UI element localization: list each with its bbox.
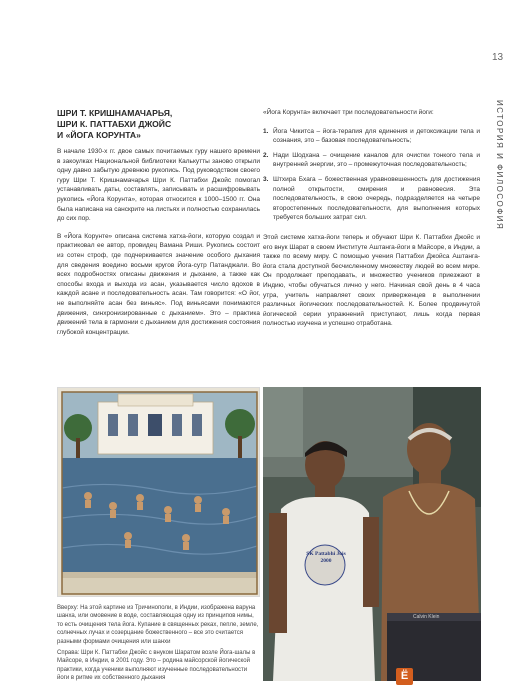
list-item <box>263 175 480 223</box>
waistband-brand-text: Calvin Klein <box>413 614 440 620</box>
shirt-print-text <box>303 551 349 565</box>
list-item <box>263 151 480 170</box>
publisher-logo-icon: Ё <box>396 668 413 685</box>
caption-bottom: Справа: Шри К. Паттабхи Джойс с внуком Шаратом возле Йога-шалы в Майсоре, в Индии, в 2001 году. Это – родина майсорской йогической практики, когда ученики выполняют изученные последовательности йоги в ритме их собственного дыхания <box>57 650 256 682</box>
paragraph: В «Йога Корунте» описана система хатха-йоги, которую создал и практиковал ее автор, провидец Вамана Риши. Рукопись состоит из сотен строф, где подчеркивается значение особого дыхания для сведения воедино восьми кругов Йога-сутр Патанджали. Во всех подробностях описаны движения и дыхание, а также как способы входа и выхода из асан, указывается число вдохов в каждой асане и последовательность асан. Там говорится: «О йог, не выполняйте асан без виньяс». Под виньясами понимаются движения, синхронизированные с дыханием». Это – практика движений тела в гармонии с дыханием для достижения состояния глубокой концентрации. <box>57 232 260 336</box>
image-captions <box>57 604 260 686</box>
paragraph: Этой системе хатха-йоги теперь и обучают Шри К. Паттабхи Джойс и его внук Шарат в своем Институте Аштанга-йоги в Майсоре, в Индии, а также по всему миру. С помощью учения Паттабхи Джойса Аштанга-йога стала доступной бесчисленному множеству людей во всем мире. Он продолжает преподавать, и множество учеников приезжают в Индию, чтобы обучаться лично у него. Начиная свой день в 4 часа утра, учитель направляет своих приверженцев в выполнении различных йогических последовательностей. К. Более продвинутой йогической серии упражнений приступают, лишь когда первая полностью изучена и успешно отработана. <box>263 233 480 328</box>
painting-illustration <box>58 388 260 597</box>
list-number: 3. <box>263 175 269 183</box>
list-item <box>263 127 480 146</box>
page-number: 13 <box>492 52 504 63</box>
list-intro: «Йога Корунта» включает три последовательности йоги: <box>263 109 434 116</box>
article-heading <box>57 108 260 141</box>
sequence-list <box>263 127 480 223</box>
miniature-painting-image <box>57 387 260 597</box>
photo-illustration <box>263 387 481 681</box>
heading-line: ШРИ К. ПАТТАБХИ ДЖОЙС <box>57 119 172 129</box>
section-side-tab: ИСТОРИЯ И ФИЛОСОФИЯ <box>495 100 504 231</box>
list-number: 1. <box>263 127 269 135</box>
list-text: Нади Шодхана – очищение каналов для очистки тонкого тела и внутренней энергии, это – промежуточная последовательность; <box>273 151 480 169</box>
list-number: 2. <box>263 151 269 159</box>
left-column <box>57 108 260 345</box>
heading-line: И «ЙОГА КОРУНТА» <box>57 130 141 140</box>
shirt-print-line: SK Pattabhi Jois <box>306 551 346 557</box>
list-text: Штхира Бхага – божественная уравновешенность для достижения полной открытости, смирения и равновесия. Эта последовательность, в свою очередь, подразделяется на четыре второстепенных последовательности, для выполнения которых требуется больших затрат сил. <box>273 175 480 222</box>
list-text: Йога Чикитса – йога-терапия для единения и детоксикации тела и сознания, это – базовая последовательность; <box>273 127 480 145</box>
right-column <box>263 108 480 337</box>
paragraph: В начале 1930-х гг. двое самых почитаемых гуру нашего времени в закоулках Национальной библиотеки Калькутты заново открыли одну давно забытую древнюю рукопись. Под руководством своего гуру Шри Т. Кришнамачарья Шри К. Паттабхи Джойс помогал устанавливать даты, составлять, записывать и расшифровывать рукопись «Йога Корунта», которая относится к 1000–1500 гг. Она была написана на санскрите на листьях и полностью сохранилась до сих пор. <box>57 148 260 223</box>
guru-and-grandson-photo <box>263 387 481 681</box>
shirt-print-year: 2000 <box>320 558 332 564</box>
caption-top: Вверху: На этой картине из Тричинополи, в Индии, изображена вaруна шанха, или омовение в воде, составляющая одну из принципов нимы, то есть очищения тела йога. Купание в священных реках, пепле, земле, солнечных лучах и созерцание божественного – все это считается разными формами очищения или шанхи <box>57 605 259 645</box>
heading-line: ШРИ Т. КРИШНАМАЧАРЬЯ, <box>57 108 173 118</box>
